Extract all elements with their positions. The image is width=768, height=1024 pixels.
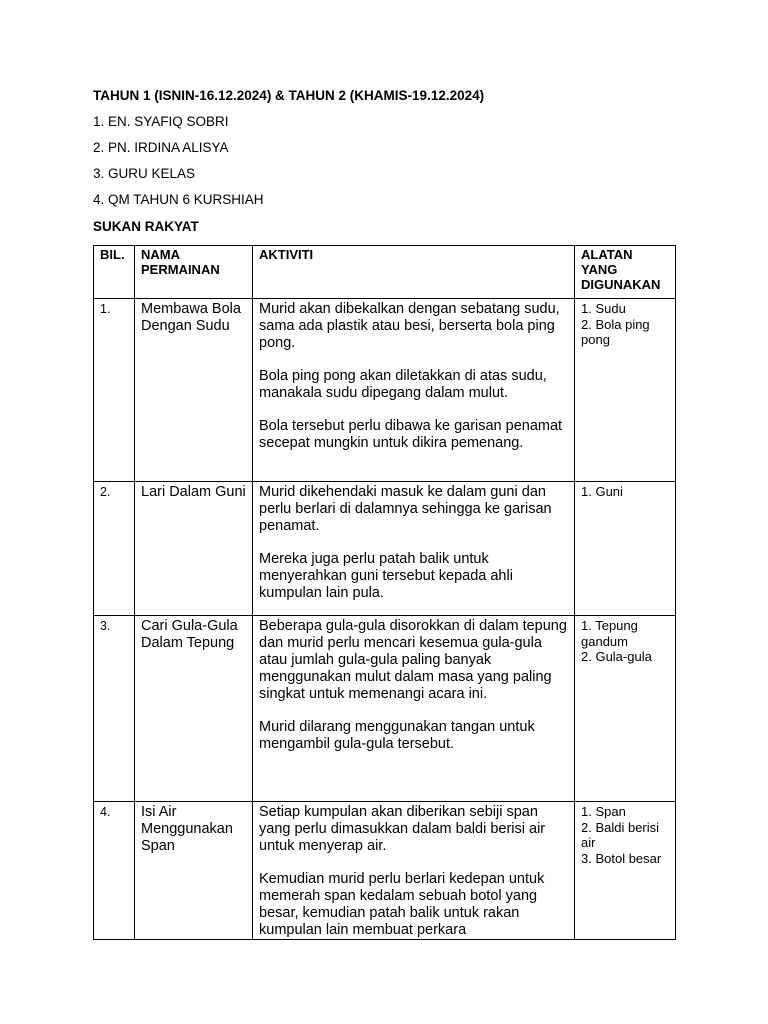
activity-paragraph: Setiap kumpulan akan diberikan sebiji span yang perlu dimasukkan dalam baldi berisi air untuk menyerap air. — [259, 804, 546, 854]
row-number: 4. — [94, 802, 135, 940]
game-name: Cari Gula-Gula Dalam Tepung — [135, 616, 253, 802]
equipment-cell — [575, 299, 676, 482]
row-number: 3. — [94, 616, 135, 802]
equipment-item: 1. Sudu — [581, 301, 626, 316]
equipment-cell — [575, 482, 676, 616]
person-item: 4. QM TAHUN 6 KURSHIAH — [93, 192, 264, 207]
activity-paragraph: Kemudian murid perlu berlari kedepan untuk memerah span kedalam sebuah botol yang besar, kemudian patah balik untuk rakan kumpulan lain membuat perkara — [259, 871, 545, 938]
activity-paragraph: Murid dilarang menggunakan tangan untuk mengambil gula-gula tersebut. — [259, 719, 535, 752]
col-header-alatan: ALATAN YANG DIGUNAKAN — [575, 246, 676, 299]
section-heading: SUKAN RAKYAT — [93, 219, 199, 234]
equipment-item: 1. Tepung gandum — [581, 618, 638, 649]
activity-cell — [253, 802, 575, 940]
equipment-item: 2. Bola ping pong — [581, 316, 650, 347]
person-item: 2. PN. IRDINA ALISYA — [93, 140, 229, 155]
activity-paragraph: Bola tersebut perlu dibawa ke garisan penamat secepat mungkin untuk dikira pemenang. — [259, 418, 563, 451]
person-item: 3. GURU KELAS — [93, 166, 196, 181]
equipment-cell — [575, 802, 676, 940]
equipment-item: 1. Span — [581, 804, 626, 819]
activity-cell — [253, 482, 575, 616]
equipment-item: 2. Baldi berisi air — [581, 819, 660, 850]
col-header-aktiviti: AKTIVITI — [253, 246, 575, 299]
table-row — [94, 802, 676, 940]
game-name: Lari Dalam Guni — [135, 482, 253, 616]
games-table — [93, 245, 676, 940]
document-title: TAHUN 1 (ISNIN-16.12.2024) & TAHUN 2 (KHAMIS-19.12.2024) — [93, 88, 485, 103]
game-name: Membawa Bola Dengan Sudu — [135, 299, 253, 482]
equipment-item: 1. Guni — [581, 484, 623, 499]
col-header-nama: NAMA PERMAINAN — [135, 246, 253, 299]
activity-paragraph: Beberapa gula-gula disorokkan di dalam tepung dan murid perlu mencari kesemua gula-gula atau jumlah gula-gula paling banyak menggunakan mulut dalam masa yang paling singkat untuk memenangi acara ini. — [259, 618, 567, 702]
person-item: 1. EN. SYAFIQ SOBRI — [93, 114, 229, 129]
row-number: 1. — [94, 299, 135, 482]
row-number: 2. — [94, 482, 135, 616]
game-name: Isi Air Menggunakan Span — [135, 802, 253, 940]
activity-cell — [253, 299, 575, 482]
activity-paragraph: Murid akan dibekalkan dengan sebatang sudu, sama ada plastik atau besi, berserta bola ping pong. — [259, 301, 560, 351]
table-row — [94, 482, 676, 616]
table-row — [94, 616, 676, 802]
col-header-bil: BIL. — [94, 246, 135, 299]
table-row — [94, 299, 676, 482]
activity-paragraph: Bola ping pong akan diletakkan di atas sudu, manakala sudu dipegang dalam mulut. — [259, 368, 547, 401]
equipment-item: 2. Gula-gula — [581, 649, 652, 664]
activity-paragraph: Murid dikehendaki masuk ke dalam guni dan perlu berlari di dalamnya sehingga ke garisan penamat. — [259, 484, 552, 534]
equipment-item: 3. Botol besar — [581, 850, 662, 866]
activity-cell — [253, 616, 575, 802]
activity-paragraph: Mereka juga perlu patah balik untuk menyerahkan guni tersebut kepada ahli kumpulan lain pula. — [259, 551, 513, 601]
equipment-cell — [575, 616, 676, 802]
table-header-row — [94, 246, 676, 299]
